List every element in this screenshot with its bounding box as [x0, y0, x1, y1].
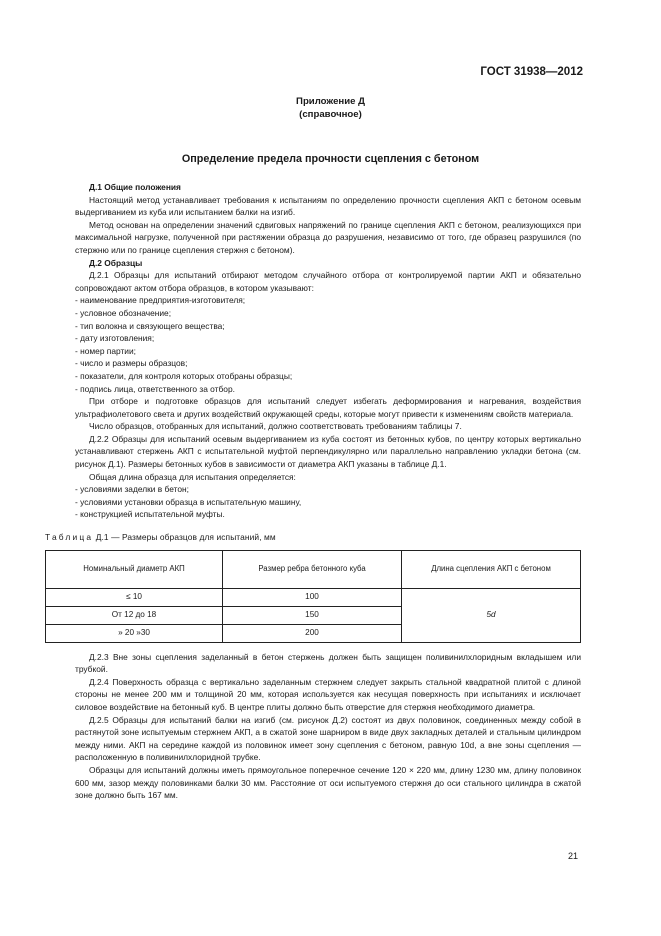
paragraph: Д.2.3 Вне зоны сцепления заделанный в бетон стержень должен быть защищен поливинилхлоридным вкладышем или трубкой. [75, 651, 581, 675]
cell-cube-edge: 200 [223, 624, 402, 642]
bond-length-value: 5d [486, 609, 496, 619]
paragraph: Д.2.2 Образцы для испытаний осевым выдергиванием из куба состоят из бетонных кубов, по центру которых вертикально устанавливают стержень АКП с испытательной муфтой перпендикулярно или параллельно направлению укладки бетона (см. рисунок Д.1). Размеры бетонных кубов в зависимости от диаметра АКП указаны в таблице Д.1. [75, 433, 581, 470]
annex-subtitle: (справочное) [299, 108, 362, 120]
paragraph: Д.2.1 Образцы для испытаний отбирают методом случайного отбора от контролируемой партии АКП и обязательно сопровождают актом отбора образцов, в котором указывают: [75, 270, 581, 293]
cell-diameter: ≤ 10 [46, 588, 223, 606]
list-item: - конструкцией испытательной муфты. [75, 509, 225, 520]
list-item: - условиями заделки в бетон; [75, 484, 189, 495]
cell-bond-length [402, 588, 581, 642]
paragraph: Д.2.4 Поверхность образца с вертикально заделанным стержнем следует закрыть стальной квадратной плитой с длиной стороны не менее 200 мм и толщиной 20 мм, которая используется как несущая поверхность при испытаниях и исключает силовое воздействие на бетонный куб. В центре плиты должно быть отверстие для стержня необходимого диаметра. [75, 676, 581, 712]
paragraph: Общая длина образца для испытания определяется: [89, 471, 296, 482]
heading-d1: Д.1 Общие положения [89, 182, 181, 192]
document-body [45, 181, 581, 802]
paragraph: При отборе и подготовке образцов для испытаний следует избегать деформирования и нагревания, воздействия ультрафиолетового света и других воздействий окружающей среды, которые могут привести к изменениям свойств материала. [75, 396, 581, 419]
paragraph: Число образцов, отобранных для испытаний, должно соответствовать требованиям таблицы 7. [89, 421, 462, 432]
table-caption-text: Д.1 — Размеры образцов для испытаний, мм [95, 532, 276, 543]
table-header-row [46, 550, 581, 588]
col-header-diameter: Номинальный диаметр АКП [46, 550, 223, 588]
paragraph: Д.2.5 Образцы для испытаний балки на изгиб (см. рисунок Д.2) состоят из двух половинок, соединенных между собой в растянутой зоне испытуемым стержнем АКП, а в сжатой зоне шарниром в виде двух закладных деталей и стальным цилиндром между ними. АКП на середине каждой из половинок имеет зону сцепления с бетоном, равную 10d, а вне зоны сцепления — расположенную в поливинилхлоридной трубке. [75, 714, 581, 763]
paragraph: Метод основан на определении значений сдвиговых напряжений по границе сцепления АКП с бетоном, реализующихся при максимальной нагрузке, полученной при растяжении образца до разрушения, независимо от того, где образец разрушился (по стержню или по границе сцепления стержня с бетоном). [75, 219, 581, 255]
table-caption-word: Таблица [45, 532, 94, 543]
table-caption [45, 531, 581, 544]
col-header-bond-length: Длина сцепления АКП с бетоном [402, 550, 581, 588]
standard-number: ГОСТ 31938—2012 [480, 66, 583, 78]
paragraph: Образцы для испытаний должны иметь прямоугольное поперечное сечение 120 × 220 мм, длину 1230 мм, длину половинок 600 мм, зазор между половинками балки 30 мм. Расстояние от оси испытуемого стержня до оси стального цилиндра в сжатой зоне должно быть 167 мм. [75, 764, 581, 801]
list-item: - подпись лица, ответственного за отбор. [75, 383, 235, 394]
list-item: - условное обозначение; [75, 307, 172, 318]
list-item: - наименование предприятия-изготовителя; [75, 295, 246, 306]
annex-heading [0, 96, 661, 121]
list-item: - тип волокна и связующего вещества; [75, 320, 225, 331]
cell-diameter: От 12 до 18 [46, 606, 223, 624]
table-row [46, 588, 581, 606]
col-header-cube-edge: Размер ребра бетонного куба [223, 550, 402, 588]
list-item: - условиями установки образца в испытательную машину, [75, 496, 302, 507]
list-item: - показатели, для контроля которых отобраны образцы; [75, 370, 293, 381]
list-item: - дату изготовления; [75, 333, 155, 344]
annex-title: Приложение Д [296, 96, 365, 107]
page-number: 21 [567, 851, 578, 861]
heading-d2: Д.2 Образцы [89, 257, 143, 268]
cell-cube-edge: 150 [223, 606, 402, 624]
list-item: - число и размеры образцов; [75, 358, 188, 369]
specimen-size-table [45, 550, 581, 643]
section-title: Определение предела прочности сцепления с бетоном [181, 153, 480, 165]
cell-diameter: » 20 »30 [46, 624, 223, 642]
cell-cube-edge: 100 [223, 588, 402, 606]
list-item: - номер партии; [75, 345, 136, 356]
paragraph: Настоящий метод устанавливает требования к испытаниям по определению прочности сцепления АКП с бетоном осевым выдергиванием из куба или испытанием балки на изгиб. [75, 194, 581, 218]
